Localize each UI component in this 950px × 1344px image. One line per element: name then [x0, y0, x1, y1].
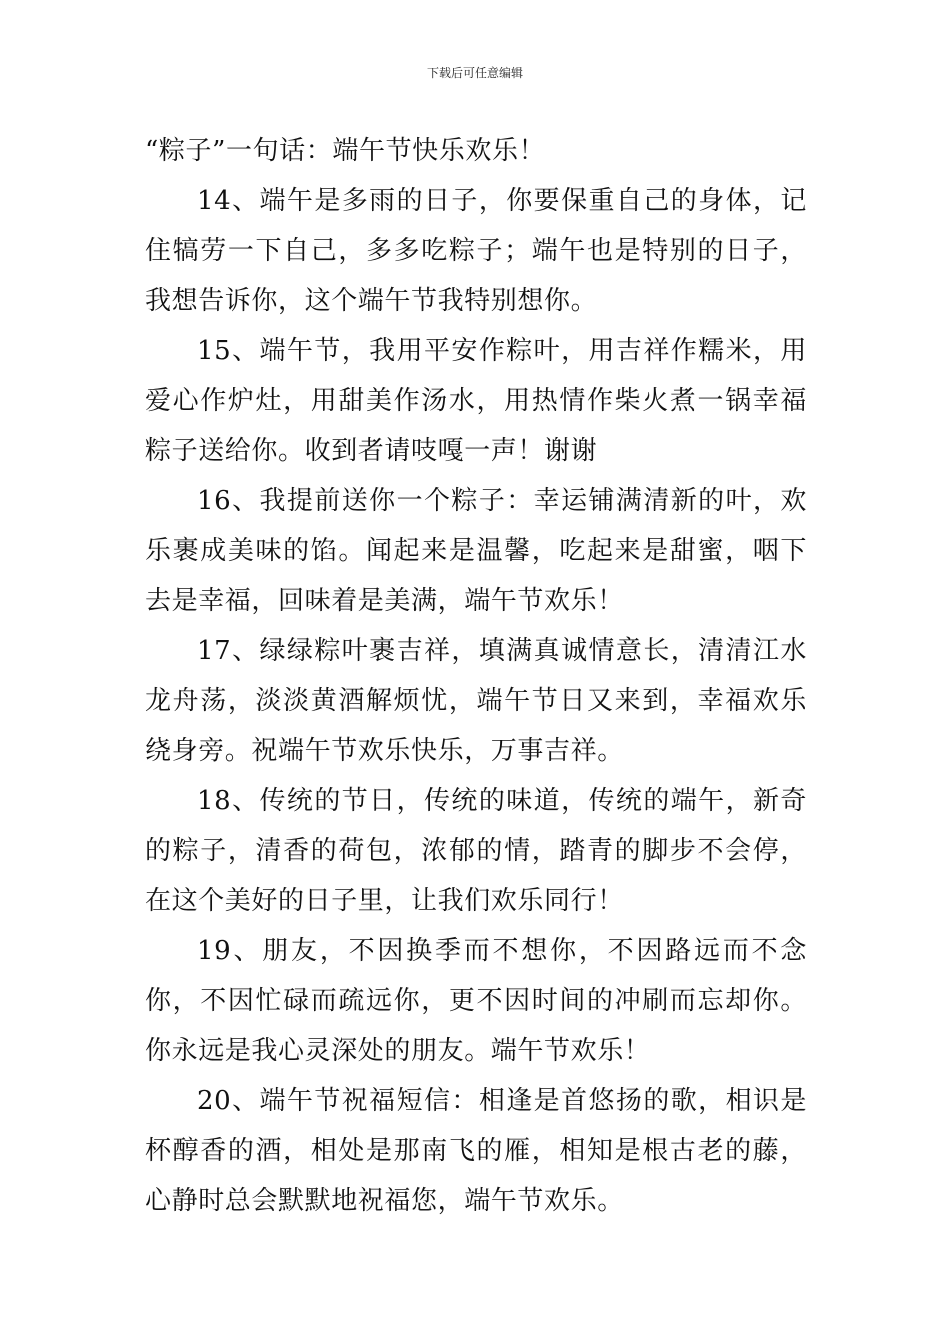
paragraph-20: 20、端午节祝福短信：相逢是首悠扬的歌，相识是杯醇香的酒，相处是那南飞的雁，相知是根古老的藤，心静时总会默默地祝福您，端午节欢乐。	[145, 1086, 807, 1216]
document-body	[145, 126, 807, 1226]
paragraph-15: 15、端午节，我用平安作粽叶，用吉祥作糯米，用爱心作炉灶，用甜美作汤水，用热情作柴火煮一锅幸福粽子送给你。收到者请吱嘎一声！谢谢	[145, 336, 807, 466]
paragraph-19: 19、朋友，不因换季而不想你，不因路远而不念你，不因忙碌而疏远你，更不因时间的冲刷而忘却你。你永远是我心灵深处的朋友。端午节欢乐！	[145, 936, 807, 1066]
paragraph-intro: “粽子”一句话：端午节快乐欢乐！	[145, 136, 546, 166]
paragraph-14: 14、端午是多雨的日子，你要保重自己的身体，记住犒劳一下自己，多多吃粽子；端午也是特别的日子，我想告诉你，这个端午节我特别想你。	[145, 186, 807, 316]
paragraph-17: 17、绿绿粽叶裹吉祥，填满真诚情意长，清清江水龙舟荡，淡淡黄酒解烦忧，端午节日又来到，幸福欢乐绕身旁。祝端午节欢乐快乐，万事吉祥。	[145, 636, 807, 766]
page-header: 下载后可任意编辑	[426, 66, 523, 80]
paragraph-18: 18、传统的节日，传统的味道，传统的端午，新奇的粽子，清香的荷包，浓郁的情，踏青的脚步不会停，在这个美好的日子里，让我们欢乐同行！	[145, 786, 807, 916]
paragraph-16: 16、我提前送你一个粽子：幸运铺满清新的叶，欢乐裹成美味的馅。闻起来是温馨，吃起来是甜蜜，咽下去是幸福，回味着是美满，端午节欢乐！	[145, 486, 807, 616]
